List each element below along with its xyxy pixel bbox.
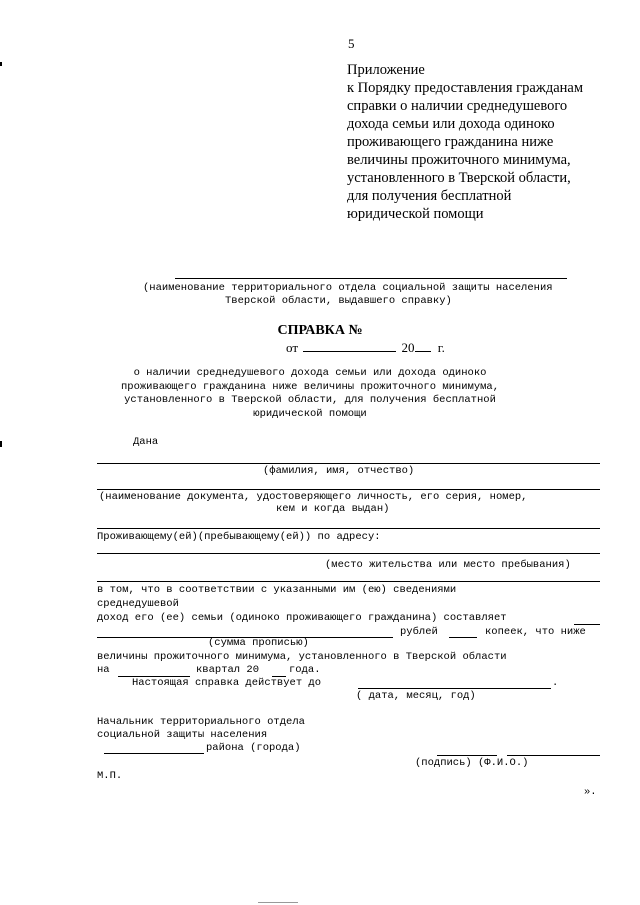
appendix-line: юридической помощи [347, 206, 484, 222]
quarter-prefix: на [97, 664, 110, 676]
year-prefix: 20 [401, 340, 415, 355]
margin-mark [0, 441, 2, 447]
appendix-line: величины прожиточного минимума, [347, 152, 571, 168]
body-line-1: в том, что в соответствии с указанными им (ею) сведениями [97, 584, 457, 596]
address-label: Проживающему(ей)(пребывающему(ей)) по адресу: [97, 531, 381, 543]
fio-signature-blank[interactable] [507, 755, 600, 756]
appendix-line: Приложение [347, 62, 425, 78]
district-label: района (города) [206, 742, 301, 754]
signature-blank[interactable] [437, 755, 497, 756]
year-blank[interactable] [415, 340, 431, 352]
document-caption-2: кем и когда выдан) [276, 503, 390, 515]
valid-caption: ( дата, месяц, год) [356, 690, 476, 702]
kop-label: копеек, что ниже [485, 626, 586, 638]
subject-line: юридической помощи [253, 407, 367, 420]
date-suffix: г. [437, 340, 445, 355]
footer-artifact [258, 902, 298, 903]
closing-quote: ». [584, 786, 597, 798]
appendix-line: для получения бесплатной [347, 188, 512, 204]
kop-blank[interactable] [449, 637, 477, 638]
number-blank[interactable] [303, 340, 396, 352]
subject-line: проживающего гражданина ниже величины прожиточного минимума, [120, 380, 500, 393]
quarter-text: квартал 20 [196, 664, 260, 676]
appendix-line: к Порядку предоставления гражданам [347, 80, 584, 96]
position-line-2: социальной защиты населения [97, 729, 268, 741]
issuer-name-line [175, 278, 567, 279]
margin-mark [0, 62, 2, 66]
appendix-line: справки о наличии среднедушевого [347, 98, 568, 114]
stamp-mark: М.П. [97, 770, 123, 782]
appendix-line: дохода семьи или дохода одиноко [347, 116, 555, 132]
date-line [286, 340, 445, 356]
income-blank[interactable] [574, 624, 600, 625]
document-line-2[interactable] [97, 528, 600, 529]
body-line-5: величины прожиточного минимума, установленного в Тверской области [97, 651, 507, 663]
issuer-caption-2: Тверской области, выдавшего справку) [225, 295, 452, 307]
valid-period: . [552, 677, 559, 689]
appendix-block [347, 61, 583, 223]
page-number: 5 [348, 36, 355, 51]
issuer-caption-1: (наименование территориального отдела социальной защиты населения [143, 282, 553, 294]
appendix-line: установленного в Тверской области, [347, 170, 571, 186]
document-caption-1: (наименование документа, удостоверяющего личность, его серия, номер, [99, 491, 528, 503]
quarter-year-suffix: года. [289, 664, 321, 676]
signature-caption: (подпись) (Ф.И.О.) [415, 757, 529, 769]
address-line-2[interactable] [97, 581, 600, 582]
amount-caption: (сумма прописью) [208, 637, 309, 649]
issued-to-label: Дана [133, 436, 159, 448]
date-prefix: от [286, 340, 299, 355]
subject-block [80, 367, 540, 421]
fio-caption: (фамилия, имя, отчество) [263, 465, 415, 477]
fio-line[interactable] [97, 463, 600, 464]
subject-line: о наличии среднедушевого дохода семьи или дохода одиноко [133, 367, 487, 379]
address-caption: (место жительства или место пребывания) [325, 559, 571, 571]
document-line[interactable] [97, 489, 600, 490]
valid-blank[interactable] [358, 688, 551, 689]
subject-line: установленного в Тверской области, для получения бесплатной [124, 394, 496, 406]
address-line[interactable] [97, 553, 600, 554]
valid-text: Настоящая справка действует до [132, 677, 322, 689]
document-title: СПРАВКА № [277, 323, 363, 338]
body-line-3: доход его (ее) семьи (одиноко проживающего гражданина) составляет [97, 612, 507, 624]
rub-label: рублей [400, 626, 438, 638]
body-line-2: среднедушевой [97, 598, 179, 610]
appendix-line: проживающего гражданина ниже [347, 134, 554, 150]
position-line-1: Начальник территориального отдела [97, 716, 305, 728]
district-blank[interactable] [104, 753, 204, 754]
